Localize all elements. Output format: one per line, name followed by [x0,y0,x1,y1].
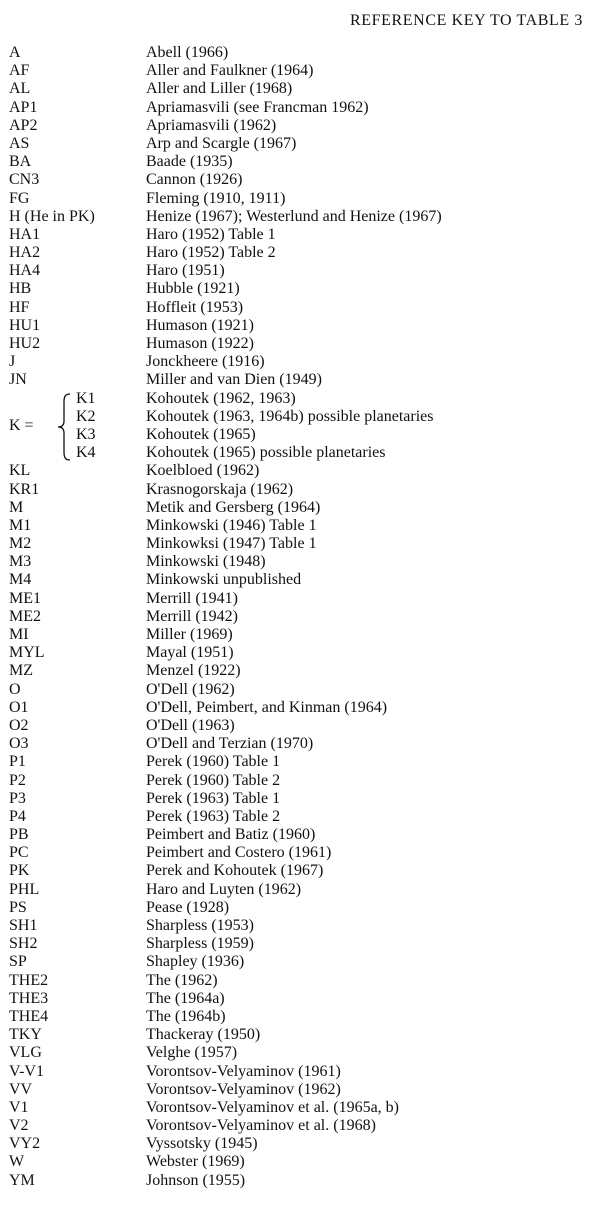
reference-citation: The (1962) [146,971,218,989]
reference-code: BA [9,153,32,171]
reference-citation: Thackeray (1950) [146,1026,261,1044]
reference-code: J [9,353,16,371]
reference-citation: Perek (1960) Table 1 [146,753,281,771]
reference-row [9,208,599,226]
reference-citation: Koelbloed (1962) [146,462,260,480]
reference-row [9,862,599,880]
reference-row [9,499,599,517]
reference-row [9,1081,599,1099]
k-code: K1 [76,389,96,407]
reference-citation: Baade (1935) [146,153,233,171]
reference-code: M3 [9,553,32,571]
k-reference: Kohoutek (1965) possible planetaries [146,444,386,462]
reference-code: AP2 [9,116,38,134]
reference-code: P2 [9,771,26,789]
reference-row [9,280,599,298]
reference-code: JN [9,371,27,389]
reference-row [9,153,599,171]
reference-citation: Haro (1951) [146,262,225,280]
reference-row [9,1135,599,1153]
reference-citation: Aller and Faulkner (1964) [146,62,314,80]
reference-citation: Arp and Scargle (1967) [146,134,297,152]
reference-code: FG [9,189,30,207]
reference-citation: Mayal (1951) [146,644,234,662]
reference-citation: O'Dell, Peimbert, and Kinman (1964) [146,698,388,716]
reference-row [9,699,599,717]
reference-citation: Perek (1963) Table 2 [146,807,281,825]
reference-row [9,953,599,971]
reference-citation: Webster (1969) [146,1153,245,1171]
reference-code: V1 [9,1098,29,1116]
k-reference: Kohoutek (1965) [146,425,256,443]
reference-citation: Apriamasvili (see Francman 1962) [146,98,369,116]
reference-citation: Hubble (1921) [146,280,240,298]
reference-code: W [9,1153,25,1171]
reference-code: M [9,498,24,516]
reference-citation: Minkowski unpublished [146,571,302,589]
reference-code: KR1 [9,480,40,498]
reference-code: M4 [9,571,32,589]
reference-code: A [9,44,21,61]
reference-citation: Merrill (1942) [146,607,238,625]
reference-code: HU2 [9,335,41,352]
k-reference-group [9,390,599,463]
reference-row [9,662,599,680]
reference-code: HB [9,280,32,298]
reference-code: HA2 [9,244,41,262]
reference-row [9,590,599,608]
reference-citation: Peimbert and Batiz (1960) [146,826,316,844]
reference-row [9,117,599,135]
reference-citation: Minkowski (1948) [146,553,266,571]
reference-citation: Miller (1969) [146,626,233,644]
reference-citation: The (1964b) [146,1007,226,1025]
reference-citation: Velghe (1957) [146,1044,238,1062]
reference-citation: O'Dell (1963) [146,716,235,734]
reference-citation: Apriamasvili (1962) [146,116,277,134]
reference-rows-top [9,44,599,390]
reference-row [9,44,599,62]
reference-code: YM [9,1171,35,1189]
reference-citation: Jonckheere (1916) [146,353,265,371]
reference-row [9,735,599,753]
reference-code: THE4 [9,1007,49,1025]
reference-row [9,717,599,735]
reference-code: PC [9,844,29,862]
reference-code: AF [9,62,30,80]
reference-citation: Vorontsov-Velyaminov (1962) [146,1080,341,1098]
reference-row [9,226,599,244]
k-reference: Kohoutek (1962, 1963) [146,389,296,407]
reference-code: AL [9,80,31,98]
reference-code: KL [9,462,31,480]
reference-citation: O'Dell (1962) [146,680,235,698]
reference-citation: Vorontsov-Velyaminov et al. (1968) [146,1117,376,1135]
reference-row [9,917,599,935]
reference-row [9,1026,599,1044]
reference-citation: Perek (1963) Table 1 [146,789,281,807]
reference-row [9,80,599,98]
reference-citation: Metik and Gersberg (1964) [146,498,321,516]
reference-code: HU1 [9,316,41,334]
reference-citation: The (1964a) [146,989,225,1007]
reference-row [9,626,599,644]
reference-row [9,790,599,808]
reference-row [9,244,599,262]
reference-row [9,517,599,535]
reference-code: O1 [9,698,29,716]
reference-code: P3 [9,789,26,807]
reference-citation: Miller and van Dien (1949) [146,371,322,389]
reference-citation: Perek (1960) Table 2 [146,771,281,789]
reference-citation: Pease (1928) [146,898,230,916]
reference-citation: Haro (1952) Table 2 [146,244,276,262]
reference-code: PK [9,862,30,880]
reference-row [9,881,599,899]
reference-row [9,1117,599,1135]
reference-code: P1 [9,753,26,771]
reference-row [9,1153,599,1171]
reference-row [9,481,599,499]
reference-citation: Fleming (1910, 1911) [146,189,286,207]
reference-row [9,644,599,662]
reference-citation: Abell (1966) [146,44,229,61]
reference-row [9,353,599,371]
reference-row [9,99,599,117]
reference-row [9,535,599,553]
reference-code: H (He in PK) [9,207,95,225]
reference-code: VLG [9,1044,42,1062]
reference-row [9,171,599,189]
reference-citation: Krasnogorskaja (1962) [146,480,294,498]
reference-row [9,844,599,862]
reference-row [9,335,599,353]
reference-row [9,553,599,571]
reference-code: VY2 [9,1135,41,1153]
reference-row [9,935,599,953]
reference-citation: Humason (1922) [146,335,254,352]
reference-code: V2 [9,1117,29,1135]
reference-row [9,1172,599,1190]
reference-code: CN3 [9,171,40,189]
reference-code: ME2 [9,607,41,625]
reference-row [9,608,599,626]
reference-code: M1 [9,516,32,534]
reference-code: HA4 [9,262,41,280]
table-title: REFERENCE KEY TO TABLE 3 [350,12,583,29]
reference-citation: Perek and Kohoutek (1967) [146,862,324,880]
reference-citation: Vyssotsky (1945) [146,1135,258,1153]
reference-rows-bottom [9,462,599,1190]
reference-row [9,826,599,844]
k-code: K3 [76,425,96,443]
reference-row [9,62,599,80]
reference-code: THE2 [9,971,49,989]
reference-code: TKY [9,1026,42,1044]
reference-code: AP1 [9,98,38,116]
reference-code: HA1 [9,225,41,243]
reference-code: O [9,680,21,698]
reference-code: P4 [9,807,26,825]
reference-citation: O'Dell and Terzian (1970) [146,735,314,753]
reference-code: AS [9,134,30,152]
reference-citation: Minkowksi (1947) Table 1 [146,535,317,553]
reference-row [9,972,599,990]
reference-row [9,462,599,480]
reference-citation: Haro and Luyten (1962) [146,880,302,898]
reference-code: THE3 [9,989,49,1007]
reference-citation: Sharpless (1953) [146,917,254,935]
reference-citation: Sharpless (1959) [146,935,254,953]
reference-citation: Humason (1921) [146,316,254,334]
reference-row [9,1063,599,1081]
reference-row [9,808,599,826]
reference-citation: Menzel (1922) [146,662,241,680]
reference-row [9,899,599,917]
reference-row [9,190,599,208]
reference-code: PHL [9,880,40,898]
reference-row [9,1099,599,1117]
reference-code: MI [9,626,29,644]
reference-citation: Cannon (1926) [146,171,243,189]
reference-code: O2 [9,716,29,734]
reference-row [9,135,599,153]
reference-row [9,990,599,1008]
k-code: K2 [76,407,96,425]
reference-row [9,1008,599,1026]
reference-row [9,299,599,317]
reference-citation: Minkowski (1946) Table 1 [146,516,317,534]
reference-code: PB [9,826,29,844]
reference-code: ME1 [9,589,41,607]
reference-code: VV [9,1080,33,1098]
reference-code: M2 [9,535,32,553]
reference-code: SH2 [9,935,38,953]
reference-row [9,371,599,389]
reference-code: PS [9,898,27,916]
reference-citation: Peimbert and Costero (1961) [146,844,332,862]
reference-row [9,262,599,280]
reference-row [9,681,599,699]
reference-row [9,753,599,771]
reference-citation: Vorontsov-Velyaminov (1961) [146,1062,341,1080]
reference-code: HF [9,298,30,316]
reference-code: O3 [9,735,29,753]
k-reference: Kohoutek (1963, 1964b) possible planetaries [146,407,434,425]
reference-citation: Vorontsov-Velyaminov et al. (1965a, b) [146,1098,399,1116]
reference-citation: Aller and Liller (1968) [146,80,293,98]
reference-code: V-V1 [9,1062,44,1080]
k-code: K4 [76,444,96,462]
reference-code: SP [9,953,27,971]
reference-row [9,317,599,335]
reference-citation: Shapley (1936) [146,953,245,971]
reference-code: SH1 [9,917,38,935]
reference-citation: Merrill (1941) [146,589,238,607]
reference-code: MYL [9,644,45,662]
reference-citation: Johnson (1955) [146,1171,246,1189]
reference-citation: Henize (1967); Westerlund and Henize (1967) [146,207,442,225]
k-group-label: K = [9,416,34,434]
reference-list [9,44,599,1190]
reference-row [9,571,599,589]
reference-row [9,1044,599,1062]
reference-code: MZ [9,662,33,680]
reference-citation: Haro (1952) Table 1 [146,225,276,243]
reference-citation: Hoffleit (1953) [146,298,244,316]
reference-row [9,772,599,790]
